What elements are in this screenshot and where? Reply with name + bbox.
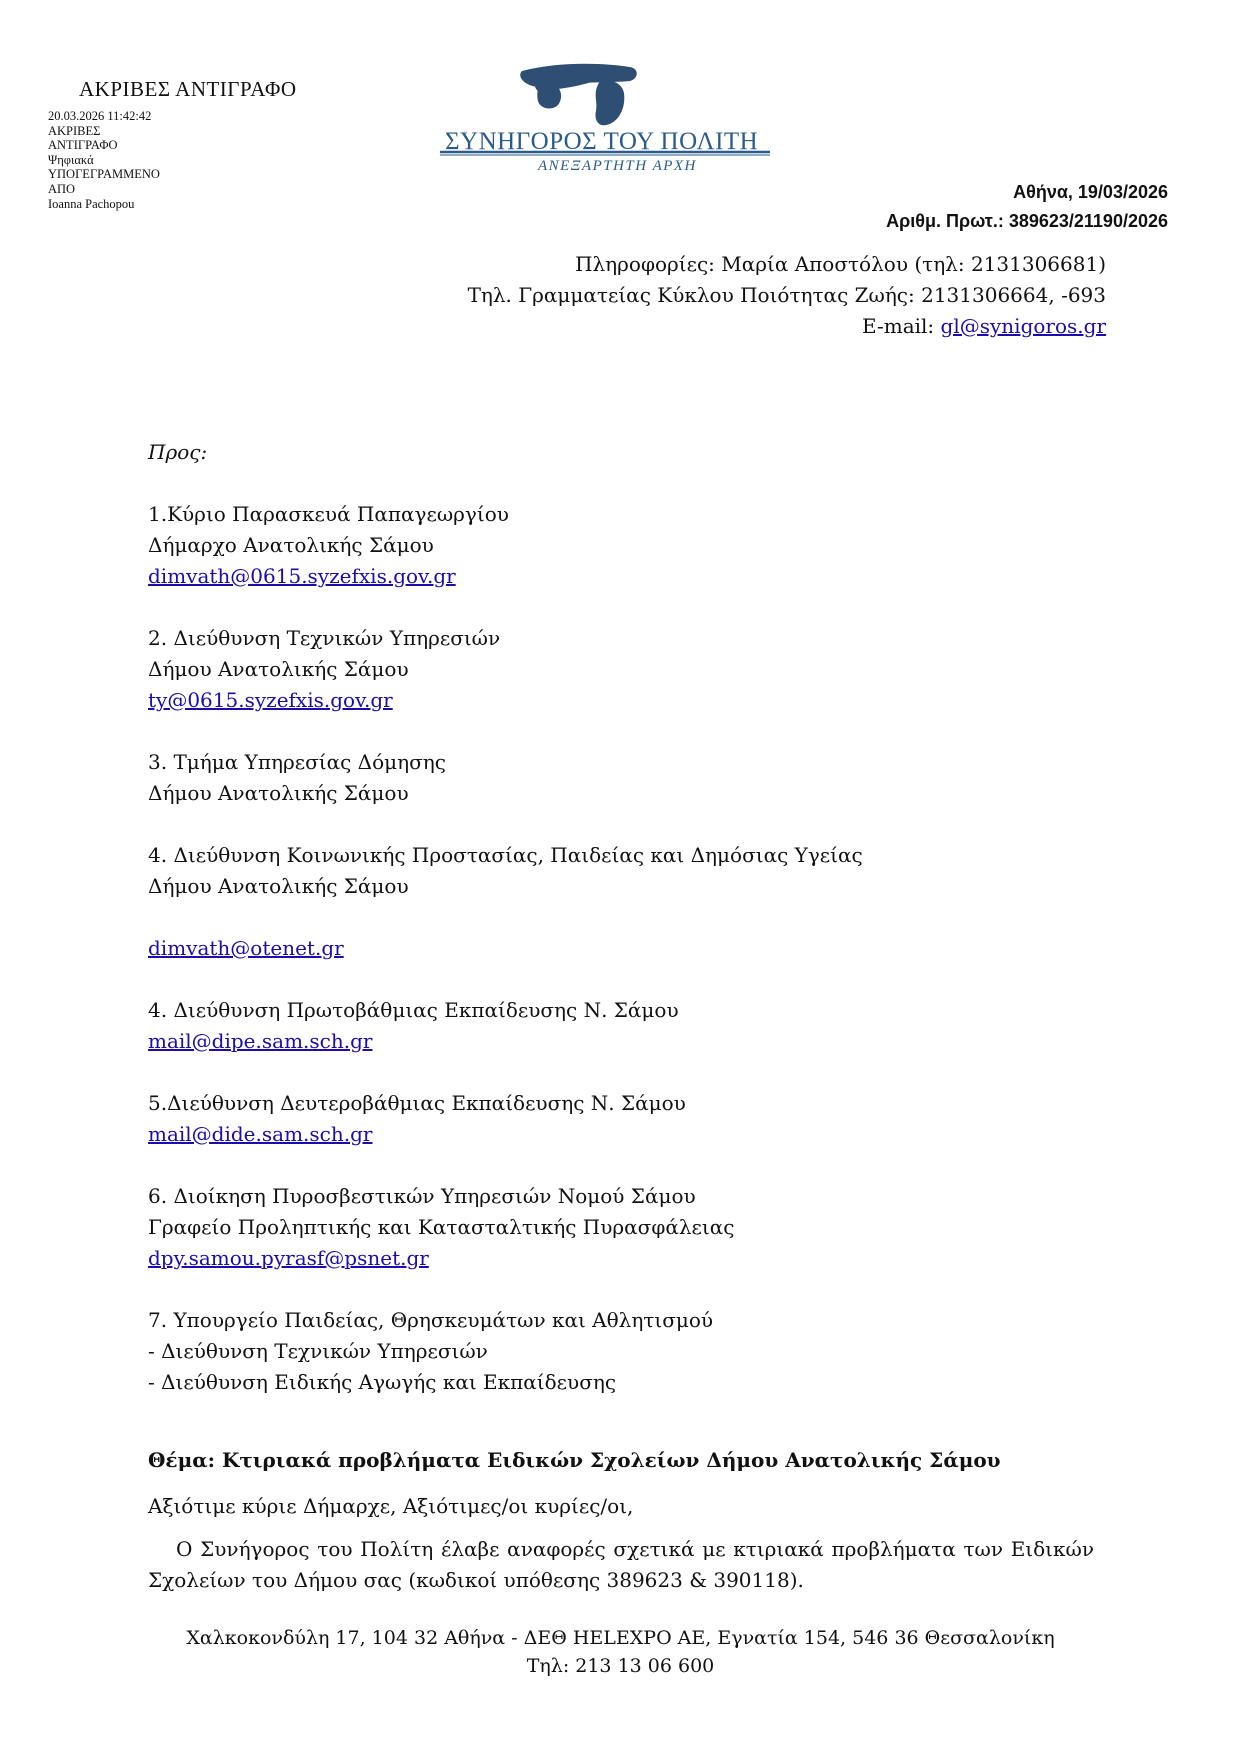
email-link[interactable]: gl@synigoros.gr — [940, 314, 1106, 338]
stamp-line: Ioanna Pachopou — [48, 196, 135, 211]
recipients-block — [148, 437, 1128, 1429]
document-date: Αθήνα, 19/03/2026 — [1013, 182, 1168, 202]
logo-subtitle: ΑΝΕΞΑΡΤΗΤΗ ΑΡΧΗ — [538, 158, 697, 174]
recipient-line: Δήμου Ανατολικής Σάμου — [148, 781, 409, 805]
stamp-title: ΑΚΡΙΒΕΣ ΑΝΤΙΓΡΑΦΟ — [79, 77, 297, 101]
recipient — [148, 1088, 1128, 1150]
recipient-email-link[interactable]: dimvath@otenet.gr — [148, 936, 344, 960]
letter-subject: Θέμα: Κτιριακά προβλήματα Ειδικών Σχολείων Δήμου Ανατολικής Σάμου — [148, 1448, 1001, 1472]
letter-greeting: Αξιότιμε κύριε Δήμαρχε, Αξιότιμες/οι κυρίες/οι, — [148, 1494, 634, 1518]
recipient — [148, 623, 1128, 716]
stamp-line: ΑΚΡΙΒΕΣ — [48, 123, 101, 138]
recipient — [148, 499, 1128, 592]
recipient-line: 4. Διεύθυνση Πρωτοβάθμιας Εκπαίδευσης Ν. Σάμου — [148, 998, 679, 1022]
recipient-email-link[interactable]: mail@dide.sam.sch.gr — [148, 1122, 373, 1146]
recipient-email-link[interactable]: ty@0615.syzefxis.gov.gr — [148, 688, 393, 712]
stamp-line: ΑΠΟ — [48, 181, 76, 196]
stamp-line: Ψηφιακά — [48, 152, 94, 167]
letter-body: Ο Συνήγορος του Πολίτη έλαβε αναφορές σχετικά με κτιριακά προβλήματα των Ειδικών Σχολείων του Δήμου σας (κωδικοί υπόθεσης 389623 & 390118). — [148, 1537, 1094, 1592]
info-email — [862, 314, 1106, 338]
protocol-number: Αριθμ. Πρωτ.: 389623/21190/2026 — [886, 211, 1168, 231]
recipient-line: 3. Τμήμα Υπηρεσίας Δόμησης — [148, 750, 446, 774]
recipient — [148, 1305, 1128, 1398]
recipient-line: 4. Διεύθυνση Κοινωνικής Προστασίας, Παιδείας και Δημόσιας Υγείας — [148, 843, 863, 867]
recipient-email-link[interactable]: dpy.samou.pyrasf@psnet.gr — [148, 1246, 429, 1270]
recipient-line: Δήμου Ανατολικής Σάμου — [148, 657, 409, 681]
recipient-line: 1.Κύριο Παρασκευά Παπαγεωργίου — [148, 502, 509, 526]
recipient — [148, 747, 1128, 809]
digital-signature-stamp — [48, 109, 160, 211]
recipient — [148, 1181, 1128, 1274]
stamp-line: ΑΝΤΙΓΡΑΦΟ — [48, 138, 118, 153]
recipient-email-link[interactable]: dimvath@0615.syzefxis.gov.gr — [148, 564, 456, 588]
stamp-line: 20.03.2026 11:42:42 — [48, 109, 152, 123]
recipient-line: 5.Διεύθυνση Δευτεροβάθμιας Εκπαίδευσης Ν. Σάμου — [148, 1091, 686, 1115]
recipient-line: - Διεύθυνση Τεχνικών Υπηρεσιών — [148, 1339, 488, 1363]
info-contact: Πληροφορίες: Μαρία Αποστόλου (τηλ: 2131306681) — [575, 252, 1106, 276]
recipient — [148, 995, 1128, 1057]
recipient-email-link[interactable]: mail@dipe.sam.sch.gr — [148, 1029, 373, 1053]
recipient — [148, 840, 1128, 964]
footer-phone: Τηλ: 213 13 06 600 — [526, 1655, 715, 1677]
recipient-line: 7. Υπουργείο Παιδείας, Θρησκευμάτων και Αθλητισμού — [148, 1308, 714, 1332]
info-secretariat-phone: Τηλ. Γραμματείας Κύκλου Ποιότητας Ζωής: 2131306664, -693 — [467, 283, 1106, 307]
recipient-line: Γραφείο Προληπτικής και Κατασταλτικής Πυρασφάλειας — [148, 1215, 735, 1239]
recipient-line: Δήμαρχο Ανατολικής Σάμου — [148, 533, 434, 557]
recipients-label: Προς: — [148, 440, 208, 464]
recipient-line: - Διεύθυνση Ειδικής Αγωγής και Εκπαίδευσης — [148, 1370, 617, 1394]
email-label: E-mail: — [862, 314, 941, 338]
recipient-line: 6. Διοίκηση Πυροσβεστικών Υπηρεσιών Νομού Σάμου — [148, 1184, 696, 1208]
stamp-line: ΥΠΟΓΕΓΡΑΜΜΕΝΟ — [48, 167, 160, 182]
footer-address: Χαλκοκονδύλη 17, 104 32 Αθήνα - ΔΕΘ HELEXPO AE, Εγνατία 154, 546 36 Θεσσαλονίκη — [186, 1627, 1055, 1649]
logo-name: ΣΥΝΗΓΟΡΟΣ ΤΟΥ ΠΟΛΙΤΗ — [445, 128, 759, 155]
recipient-line: Δήμου Ανατολικής Σάμου — [148, 874, 409, 898]
recipient-line: 2. Διεύθυνση Τεχνικών Υπηρεσιών — [148, 626, 501, 650]
